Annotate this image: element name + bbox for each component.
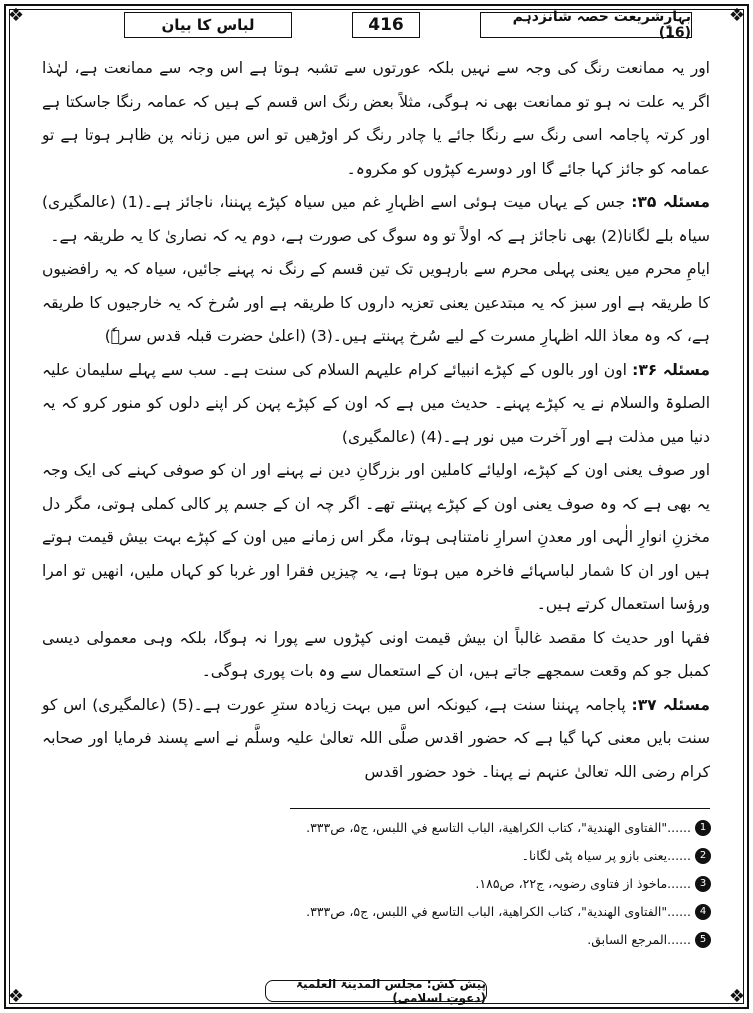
corner-ornament-bottom-right: ❖ bbox=[728, 986, 746, 1007]
footnote bbox=[251, 870, 711, 898]
paragraph-text: اون اور بالوں کے کپڑے انبیائے کرام علیہم السلام کی سنت ہے۔ سب سے پہلے سلیمان علیہ الصلوۃ والسلام نے یہ کپڑے پہنے۔ حدیث میں ہے کہ اون کے کپڑے پہن کر اپنے دلوں کو منور کرو کہ یہ دنیا میں مذلت ہے اور آخرت میں نور ہے۔(4) (عالمگیری) bbox=[42, 360, 710, 446]
corner-ornament-bottom-left: ❖ bbox=[7, 986, 25, 1007]
footnote-text: ......ماخوذ از فتاوی رضویہ، ج۲۲، ص۱۸۵. bbox=[475, 876, 691, 891]
footnote-number: 1 bbox=[695, 820, 711, 836]
paragraph bbox=[42, 622, 710, 689]
footnote-number: 4 bbox=[695, 904, 711, 920]
paragraph-text: فقہا اور حدیث کا مقصد غالباً ان بیش قیمت اونی کپڑوں سے پورا نہ ہوگا، بلکہ وہی معمولی دیسی کمبل جو کم وقعت سمجھے جاتے ہیں، ان کے استعمال سے وہ بات پوری ہوگی۔ bbox=[42, 628, 710, 680]
corner-ornament-top-right: ❖ bbox=[728, 5, 746, 26]
footnote bbox=[251, 842, 711, 870]
footnote-separator bbox=[290, 808, 710, 809]
main-text bbox=[42, 52, 710, 789]
footnote-number: 2 bbox=[695, 848, 711, 864]
corner-ornament-top-left: ❖ bbox=[7, 5, 25, 26]
paragraph bbox=[42, 689, 710, 790]
footnote-text: ......"الفتاوی الهندیة"، کتاب الکراهیة، الباب التاسع في اللبس، ج۵، ص۳۳۳. bbox=[306, 820, 691, 835]
masla-label: مسئلہ ۳۵: bbox=[631, 193, 710, 211]
paragraph bbox=[42, 52, 710, 186]
paragraph bbox=[42, 186, 710, 253]
book-title: بہارِشریعت حصہ شانزدہم (16) bbox=[480, 12, 692, 38]
footnote-number: 3 bbox=[695, 876, 711, 892]
footnote-text: ......یعنی بازو پر سیاہ پٹی لگانا۔ bbox=[521, 848, 691, 863]
masla-label: مسئلہ ۳۶: bbox=[632, 360, 710, 379]
paragraph bbox=[42, 454, 710, 622]
page-number: 416 bbox=[352, 12, 420, 38]
paragraph bbox=[42, 253, 710, 354]
footnote-number: 5 bbox=[695, 932, 711, 948]
footnotes bbox=[251, 814, 711, 954]
paragraph-text: پاجامہ پہننا سنت ہے، کیونکہ اس میں بہت زیادہ سترِ عورت ہے۔(5) (عالمگیری) اس کو سنت بایں معنی کہا گیا ہے کہ حضور اقدس صلَّی اللہ تعالیٰ علیہ وسلَّم نے اسے پسند فرمایا اور صحابہ کرام رضی اللہ تعالیٰ عنہم نے پہنا۔ خود حضور اقدس bbox=[42, 695, 710, 781]
paragraph bbox=[42, 354, 710, 455]
paragraph-text: جس کے یہاں میت ہوئی اسے اظہارِ غم میں سیاہ کپڑے پہننا، ناجائز ہے۔(1) (عالمگیری) سیاہ بلے لگانا(2) بھی ناجائز ہے کہ اولاً تو وہ سوگ کی صورت ہے، دوم یہ کہ نصاریٰ کا یہ طریقہ ہے۔ bbox=[42, 193, 710, 245]
masla-label: مسئلہ ۳۷: bbox=[631, 695, 710, 714]
footnote bbox=[251, 814, 711, 842]
chapter-title: لباس کا بیان bbox=[124, 12, 292, 38]
paragraph-text: اور صوف یعنی اون کے کپڑے، اولیائے کاملین اور بزرگانِ دین نے پہنے اور ان کو صوفی کہنے کی ایک وجہ یہ بھی ہے کہ وہ صوف یعنی اون کے کپڑے پہنتے تھے۔ اگر چہ ان کے جسم پر کالی کملی ہوتی، مگر دل مخزنِ انوارِ الٰہی اور معدنِ اسرارِ نامتناہی ہوتا، مگر اس زمانے میں اون کے کپڑے بہت بیش قیمت ہوتے ہیں اور ان کا شمار لباسہائے فاخرہ میں ہوتا ہے، یہ چیزیں فقرا اور غربا کو کہاں ملیں، انھیں تو امرا ورؤسا استعمال کرتے ہیں۔ bbox=[42, 461, 710, 613]
footnote bbox=[251, 898, 711, 926]
paragraph-text: اور یہ ممانعت رنگ کی وجہ سے نہیں بلکہ عورتوں سے تشبہ ہوتا ہے اس وجہ سے ممانعت ہے، لہٰذا اگر یہ علت نہ ہو تو ممانعت بھی نہ ہوگی، مثلاً بعض رنگ اس قسم کے ہیں کہ عمامہ رنگا جاسکتا ہے اور کرتہ پاجامہ اسی رنگ سے رنگا جائے یا چادر رنگ کر اوڑھیں تو اس میں زنانہ پن ظاہر ہوتا ہے تو عمامہ کو جائز کہا جائے گا اور دوسرے کپڑوں کو مکروہ۔ bbox=[42, 59, 710, 178]
publisher-footer: پیش کش: مجلس المدینۃ العلمیۃ (دعوتِ اسلامی) bbox=[265, 980, 487, 1002]
footnote-text: ......المرجع السابق. bbox=[587, 932, 691, 947]
paragraph-text: ایامِ محرم میں یعنی پہلی محرم سے بارہویں تک تین قسم کے رنگ نہ پہنے جائیں، سیاہ کہ یہ رافضیوں کا طریقہ ہے اور سبز کہ یہ مبتدعین یعنی تعزیہ داروں کا طریقہ ہے اور سُرخ کہ یہ خارجیوں کا طریقہ ہے، کہ وہ معاذ اللہ اظہارِ مسرت کے لیے سُرخ پہنتے ہیں۔(3) (اعلیٰ حضرت قبلہ قدس سرہٗ) bbox=[42, 260, 710, 345]
page-header bbox=[14, 9, 739, 41]
footnote-text: ......"الفتاوی الهندیة"، کتاب الکراهیة، الباب التاسع في اللبس، ج۵، ص۳۳۳. bbox=[306, 904, 691, 919]
footnote bbox=[251, 926, 711, 954]
